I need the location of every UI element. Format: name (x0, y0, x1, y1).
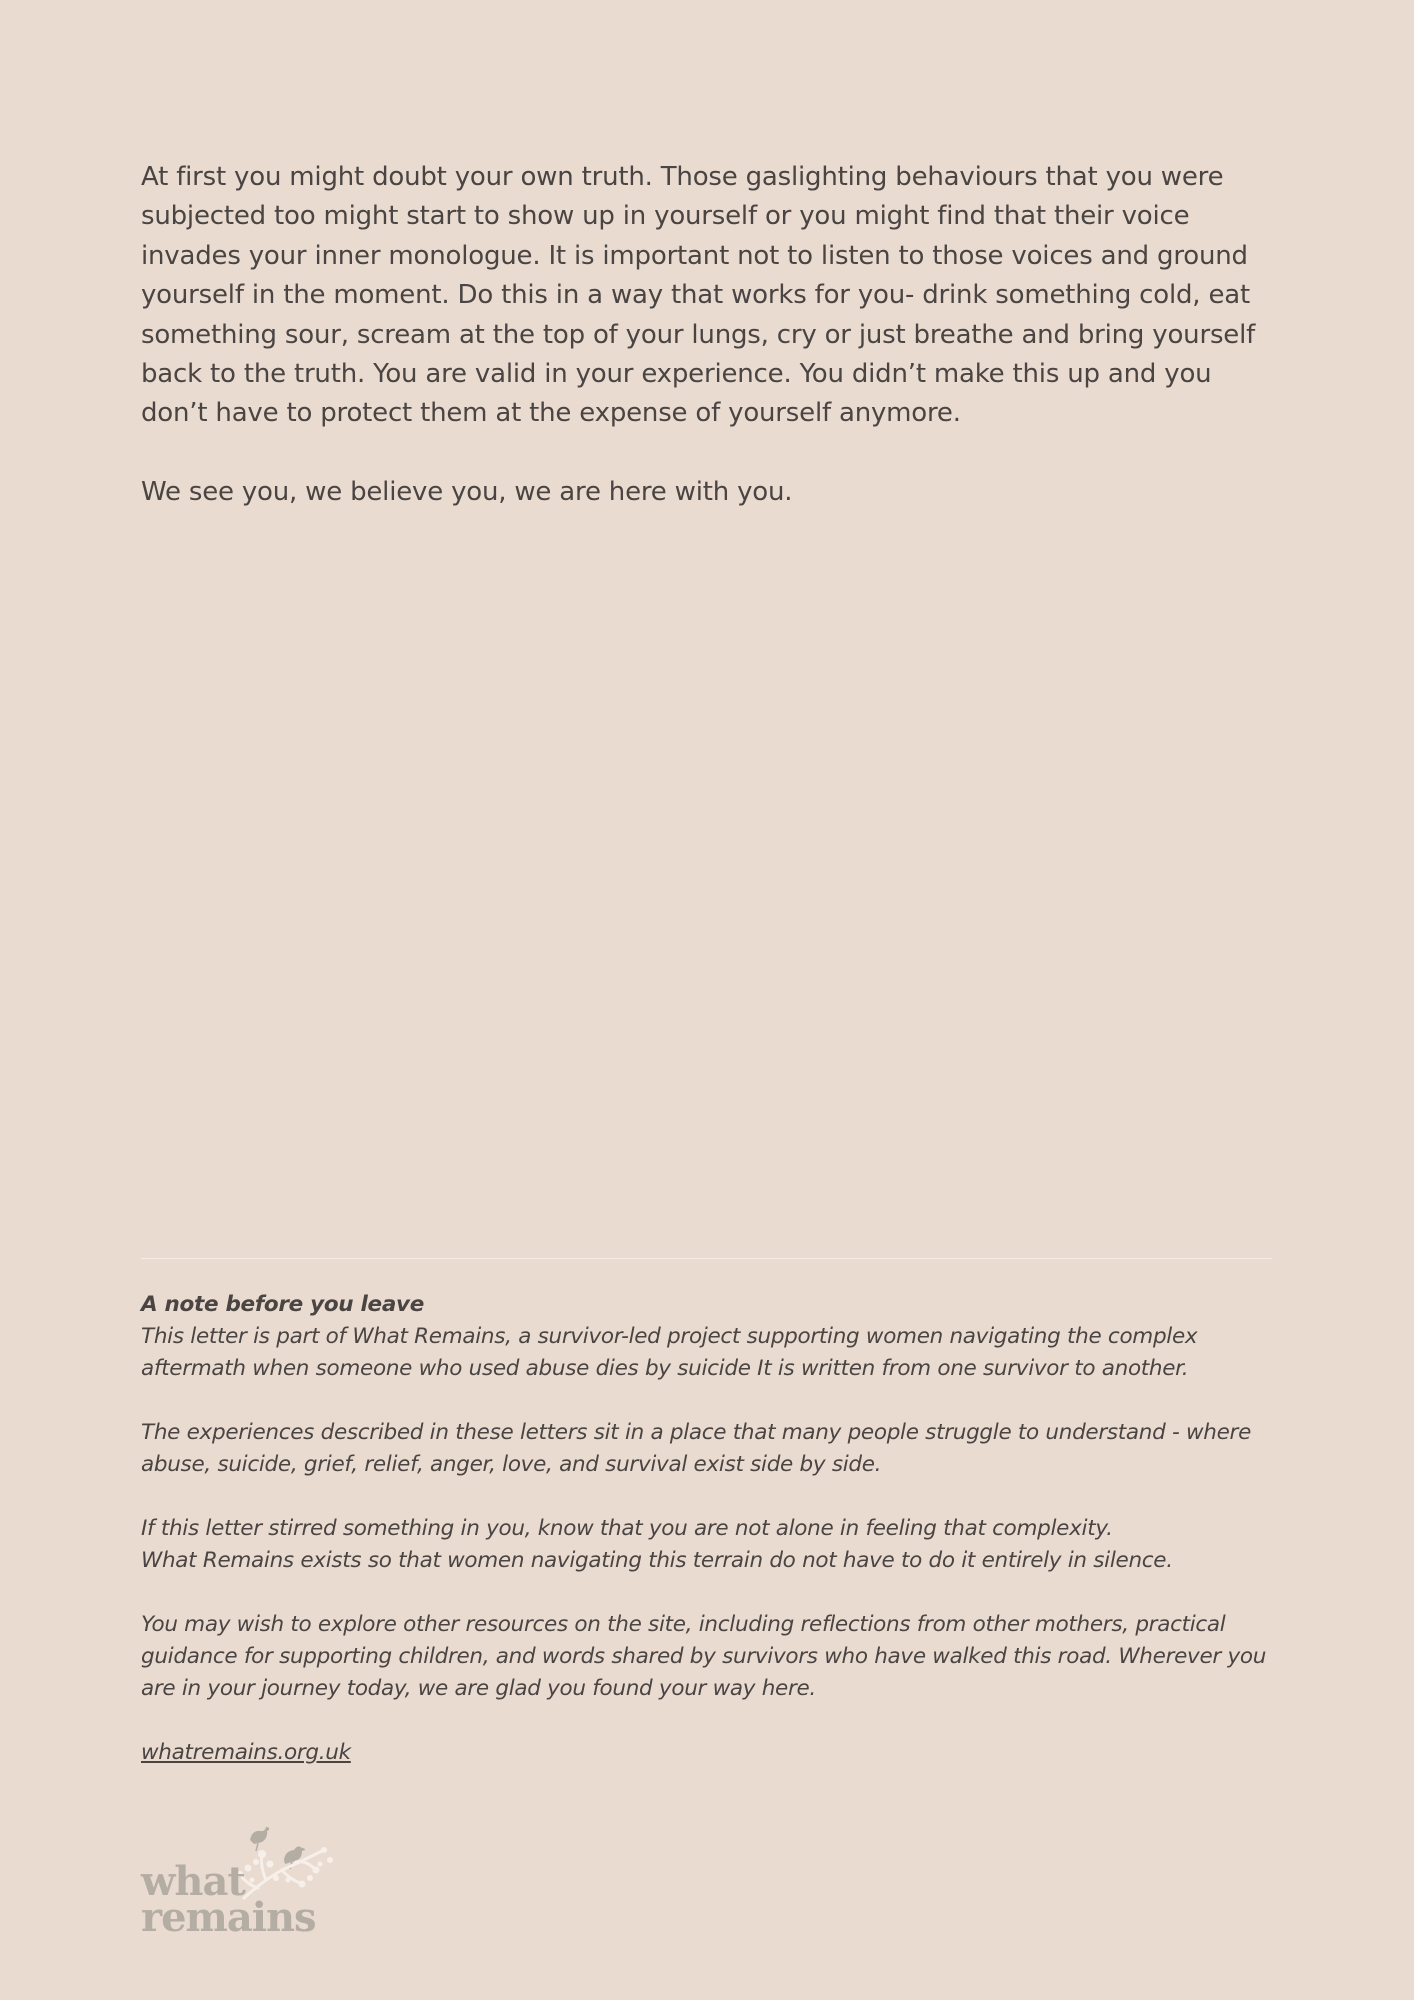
letter-body (141, 158, 1271, 512)
note-paragraph: What Remains exists so that women navigating this terrain do not have to do it entirely in silence. (141, 1548, 1173, 1573)
note-section (141, 1289, 1281, 1769)
divider (141, 1258, 1272, 1259)
letter-closing: We see you, we believe you, we are here with you. (141, 476, 793, 507)
note-paragraph: If this letter stirred something in you, know that you are not alone in feeling that complexity. (141, 1516, 1113, 1541)
logo-text-what: what (141, 1858, 245, 1905)
what-remains-logo (141, 1820, 341, 1940)
note-title: A note before you leave (141, 1292, 425, 1317)
note-paragraph: The experiences described in these letters sit in a place that many people struggle to understand - where abuse, suicide, grief, relief, anger, love, and survival exist side by side. (141, 1420, 1252, 1477)
note-paragraph: This letter is part of What Remains, a survivor-led project supporting women navigating the complex aftermath when someone who used abuse dies by suicide It is written from one survivor to another. (141, 1324, 1198, 1381)
birds-on-branch-icon (236, 1820, 341, 1900)
note-paragraph: You may wish to explore other resources on the site, including reflections from other mothers, practical guidance for supporting children, and words shared by survivors who have walked this road. Wherever you are in your journey today, we are glad you found your way here. (141, 1612, 1267, 1701)
letter-paragraph: At first you might doubt your own truth. Those gaslighting behaviours that you were subjected too might start to show up in yourself or you might find that their voice invades your inner monologue. It is important not to listen to those voices and ground yourself in the moment. Do this in a way that works for you- drink something cold, eat something sour, scream at the top of your lungs, cry or just breathe and bring yourself back to the truth. You are valid in your experience. You didn’t make this up and you don’t have to protect them at the expense of yourself anymore. (141, 162, 1256, 429)
logo-text-remains: remains (141, 1894, 316, 1941)
website-link[interactable]: whatremains.org.uk (141, 1740, 351, 1765)
